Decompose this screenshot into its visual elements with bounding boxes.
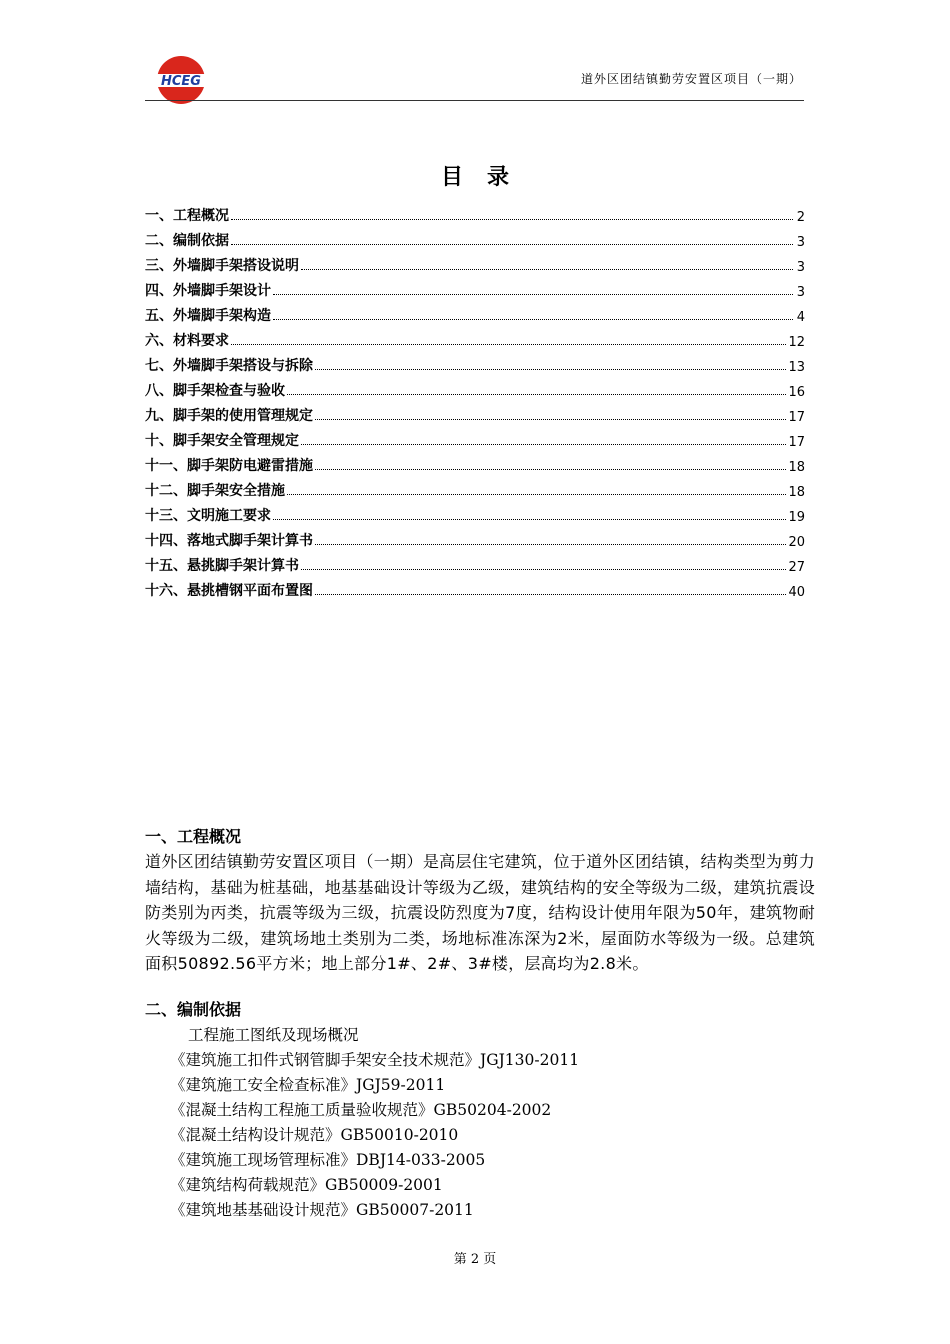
toc-title: 目录: [440, 165, 533, 190]
reference-list: [170, 1023, 579, 1223]
toc-leader-dots: [315, 468, 786, 470]
toc-entry-page: 20: [788, 535, 805, 550]
header-project-title: 道外区团结镇勤劳安置区项目（一期）: [580, 72, 802, 86]
toc-entry[interactable]: [145, 300, 805, 325]
reference-item: 工程施工图纸及现场概况: [188, 1026, 359, 1044]
toc-leader-dots: [315, 593, 786, 595]
toc-entry-label: 十一、脚手架防电避雷措施: [145, 458, 313, 474]
toc-entry[interactable]: [145, 275, 805, 300]
toc-entry-page: 4: [796, 310, 805, 325]
page-number: 第 2 页: [453, 1252, 497, 1267]
toc-entry-label: 三、外墙脚手架搭设说明: [145, 258, 299, 274]
toc-entry[interactable]: [145, 500, 805, 525]
toc-entry-page: 18: [788, 460, 805, 475]
toc-entry-page: 40: [788, 585, 805, 600]
toc-entry[interactable]: [145, 250, 805, 275]
toc-leader-dots: [273, 518, 786, 520]
toc-entry[interactable]: [145, 200, 805, 225]
toc-entry-label: 四、外墙脚手架设计: [145, 283, 271, 299]
toc-entry[interactable]: [145, 550, 805, 575]
toc-leader-dots: [315, 543, 786, 545]
toc-entry-page: 18: [788, 485, 805, 500]
toc-entry-page: 17: [788, 410, 805, 425]
toc-entry-label: 五、外墙脚手架构造: [145, 308, 271, 324]
toc-leader-dots: [301, 443, 786, 445]
toc-leader-dots: [273, 318, 793, 320]
toc-leader-dots: [315, 368, 786, 370]
reference-item: 《建筑地基基础设计规范》GB50007-2011: [170, 1201, 474, 1219]
toc-entry-page: 3: [796, 235, 805, 250]
toc-leader-dots: [301, 268, 793, 270]
toc-entry-label: 十二、脚手架安全措施: [145, 483, 285, 499]
toc-entry-page: 27: [788, 560, 805, 575]
toc-entry[interactable]: [145, 525, 805, 550]
toc-entry-label: 九、脚手架的使用管理规定: [145, 408, 313, 424]
toc-entry-page: 2: [796, 210, 805, 225]
toc-entry-page: 16: [788, 385, 805, 400]
toc-entry[interactable]: [145, 350, 805, 375]
reference-item: 《建筑施工扣件式钢管脚手架安全技术规范》JGJ130-2011: [170, 1051, 580, 1069]
section-heading: 一、工程概况: [145, 827, 242, 846]
toc-entry-label: 六、材料要求: [145, 333, 229, 349]
toc-entry-label: 十三、文明施工要求: [145, 508, 271, 524]
toc-entry-label: 十、脚手架安全管理规定: [145, 433, 299, 449]
toc-entry-label: 八、脚手架检查与验收: [145, 383, 285, 399]
reference-item: 《混凝土结构工程施工质量验收规范》GB50204-2002: [170, 1101, 552, 1119]
toc-entry[interactable]: [145, 375, 805, 400]
toc-entry-label: 二、编制依据: [145, 233, 229, 249]
toc-entry-page: 3: [796, 285, 805, 300]
logo-text: HCEG: [161, 74, 201, 89]
toc-entry-label: 十五、悬挑脚手架计算书: [145, 558, 299, 574]
toc-entry[interactable]: [145, 575, 805, 600]
reference-item: 《建筑施工安全检查标准》JGJ59-2011: [170, 1076, 446, 1094]
toc-entry-page: 3: [796, 260, 805, 275]
toc-entry[interactable]: [145, 325, 805, 350]
toc-entry-page: 17: [788, 435, 805, 450]
section-body: 道外区团结镇勤劳安置区项目（一期）是高层住宅建筑，位于道外区团结镇，结构类型为剪力墙结构，基础为桩基础，地基基础设计等级为乙级，建筑结构的安全等级为二级，建筑抗震设防类别为丙类，抗震等级为三级，抗震设防烈度为7度，结构设计使用年限为50年，建筑物耐火等级为二级，建筑场地土类别为二类，场地标准冻深为2米，屋面防水等级为一级。总建筑面积50892.56平方米；地上部分1#、2#、3#楼，层高均为2.8米。: [145, 852, 815, 973]
reference-item: 《混凝土结构设计规范》GB50010-2010: [170, 1126, 459, 1144]
toc-leader-dots: [231, 243, 793, 245]
toc-entry-page: 13: [788, 360, 805, 375]
toc-leader-dots: [287, 393, 786, 395]
toc-entry[interactable]: [145, 400, 805, 425]
section-heading: 二、编制依据: [145, 1000, 242, 1019]
toc-leader-dots: [231, 218, 793, 220]
toc-entry[interactable]: [145, 425, 805, 450]
toc-entry[interactable]: [145, 225, 805, 250]
toc-entry-page: 12: [788, 335, 805, 350]
reference-item: 《建筑结构荷载规范》GB50009-2001: [170, 1176, 443, 1194]
toc-entry-label: 七、外墙脚手架搭设与拆除: [145, 358, 313, 374]
toc-entry[interactable]: [145, 475, 805, 500]
toc-entry-label: 十四、落地式脚手架计算书: [145, 533, 313, 549]
toc-leader-dots: [315, 418, 786, 420]
toc-entry-page: 19: [788, 510, 805, 525]
toc-leader-dots: [231, 343, 786, 345]
toc-leader-dots: [287, 493, 786, 495]
header-divider: [145, 100, 804, 101]
toc-leader-dots: [301, 568, 786, 570]
table-of-contents: [145, 200, 805, 600]
toc-entry-label: 十六、悬挑槽钢平面布置图: [145, 583, 313, 599]
toc-entry-label: 一、工程概况: [145, 208, 229, 224]
company-logo: [150, 54, 212, 106]
section-overview: [145, 825, 815, 977]
toc-entry[interactable]: [145, 450, 805, 475]
toc-leader-dots: [273, 293, 793, 295]
reference-item: 《建筑施工现场管理标准》DBJ14-033-2005: [170, 1151, 486, 1169]
section-basis: [145, 998, 815, 1022]
